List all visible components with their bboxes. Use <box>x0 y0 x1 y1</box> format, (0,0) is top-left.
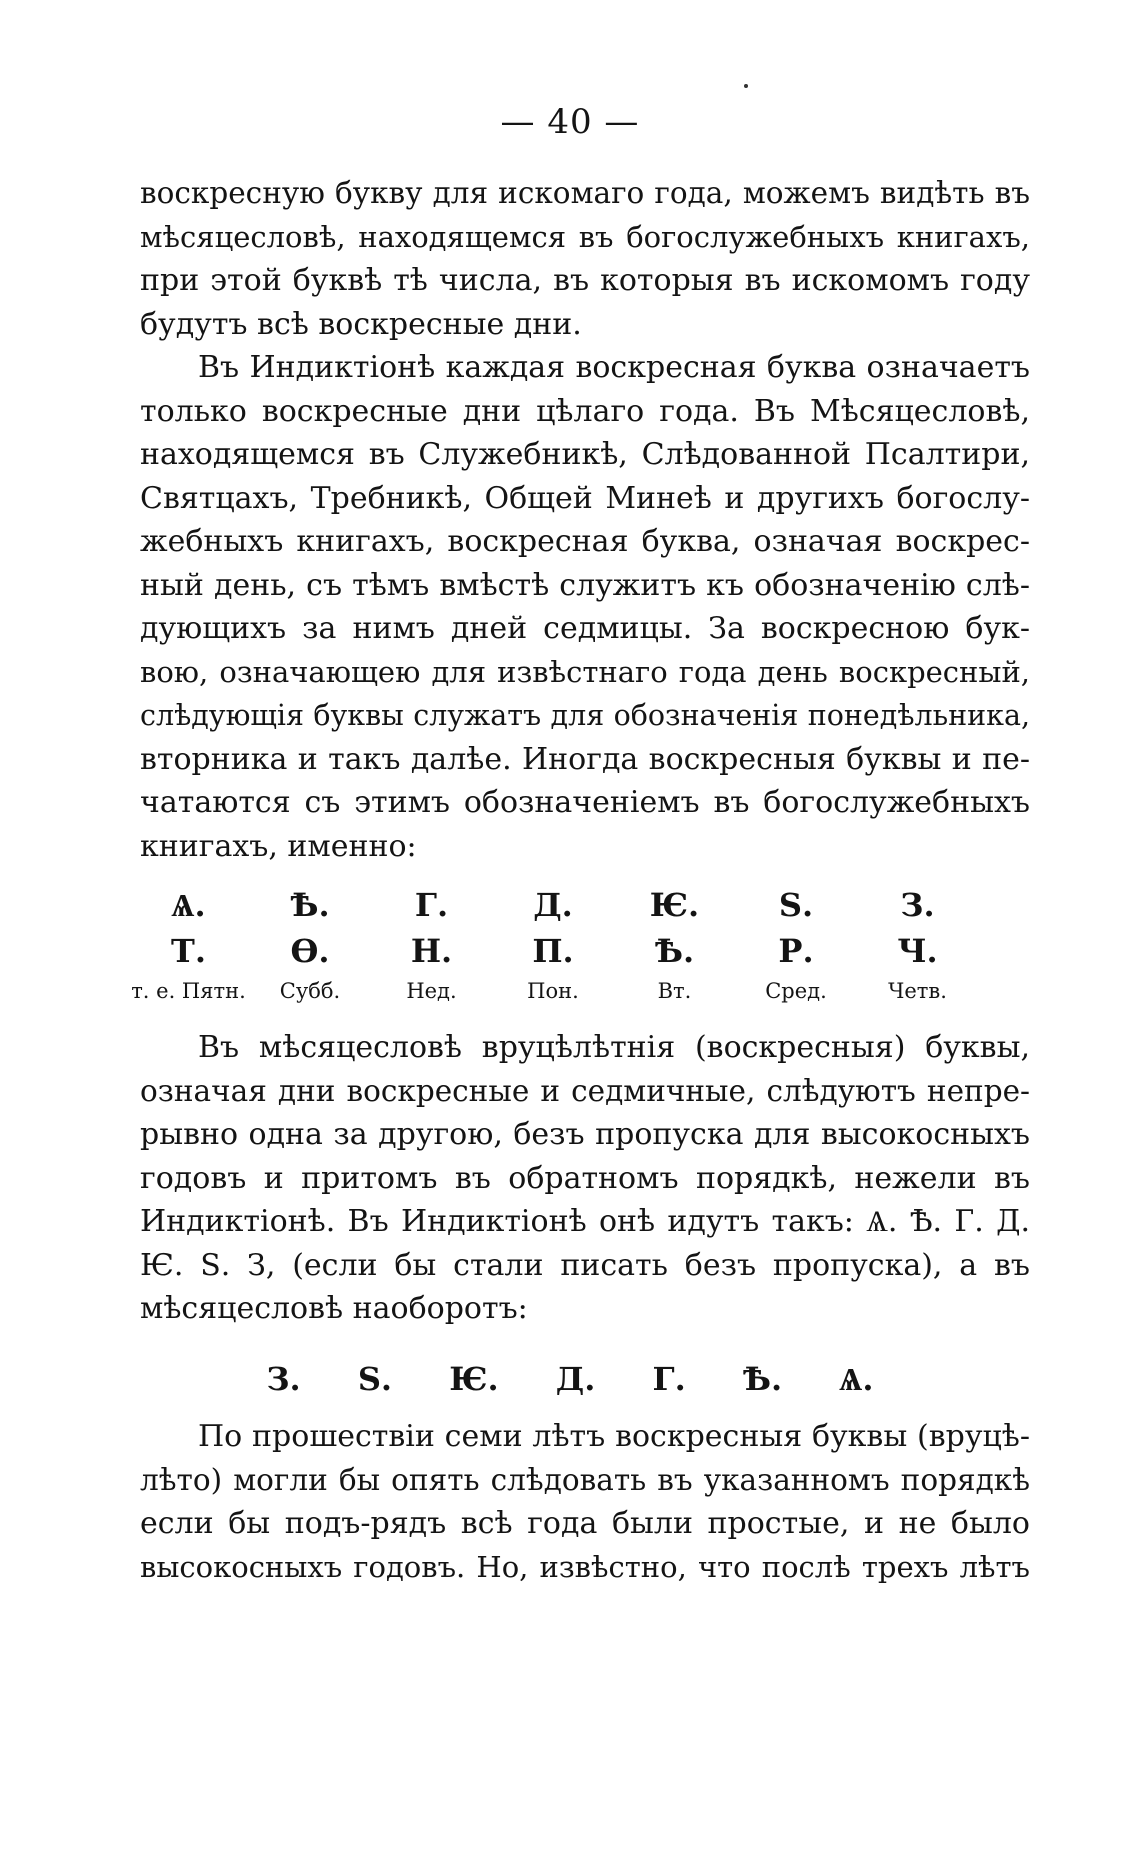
sequence-letter: З. <box>266 1360 301 1398</box>
table-row-letters <box>128 882 978 928</box>
text-line: если бы подъ-рядъ всѣ года были простые, и не было <box>140 1506 1030 1541</box>
text-line: лѣто) могли бы опять слѣдовать въ указанномъ порядкѣ <box>140 1462 1030 1497</box>
table-cell: Д. <box>533 886 573 924</box>
text-line: вторника и такъ далѣе. Иногда воскресныя буквы и пе- <box>140 741 1030 777</box>
table-cell: Четв. <box>888 979 947 1003</box>
text-line: ный день, съ тѣмъ вмѣстѣ служитъ къ обозначенію слѣ- <box>140 567 1030 603</box>
text-line: чатаются съ этимъ обозначеніемъ въ богослужебныхъ <box>140 785 1030 820</box>
table-cell: З. <box>900 886 935 924</box>
paragraph-4 <box>140 1415 1030 1589</box>
table-cell: Пон. <box>527 979 579 1003</box>
sequence-letter: Г. <box>652 1360 686 1398</box>
table-cell: Сред. <box>765 979 827 1003</box>
text-line: воскресную букву для искомаго года, можемъ видѣть въ <box>140 176 1030 210</box>
table-cell: Вт. <box>657 979 692 1003</box>
table-cell: Ѕ. <box>778 886 814 924</box>
text-line: только воскресные дни цѣлаго года. Въ Мѣсяцесловѣ, <box>140 393 1030 429</box>
table-cell: Ѧ. <box>171 886 206 924</box>
sequence-letter: Ѕ. <box>357 1360 393 1398</box>
text-line: при этой буквѣ тѣ числа, въ которыя въ искомомъ году <box>140 263 1030 298</box>
text-line: Ѥ. Ѕ. З, (если бы стали писать безъ пропуска), а въ <box>140 1247 1030 1283</box>
text-line: жебныхъ книгахъ, воскресная буква, означая воскрес- <box>140 524 1030 559</box>
text-line: находящемся въ Служебникѣ, Слѣдованной Псалтири, <box>140 437 1030 472</box>
text-line: вою, означающею для извѣстнаго года день воскресный, <box>140 654 1030 689</box>
paragraph-2 <box>140 346 1030 868</box>
sequence-letter: Ѧ. <box>839 1360 874 1398</box>
text-line: мѣсяцесловѣ наоборотъ: <box>140 1291 528 1326</box>
table-cell: Р. <box>778 932 814 970</box>
table-cell: Ѥ. <box>649 886 700 924</box>
text-line: рывно одна за другою, безъ пропуска для высокосныхъ <box>140 1117 1030 1152</box>
text-line: мѣсяцесловѣ, находящемся въ богослужебныхъ книгахъ, <box>140 219 1030 254</box>
table-cell: Нед. <box>406 979 457 1003</box>
table-cell: Т. <box>171 932 206 970</box>
text-line: годовъ и притомъ въ обратномъ порядкѣ, нежели въ <box>140 1160 1030 1196</box>
table-cell: Г. <box>414 886 449 924</box>
paragraph-3 <box>140 1026 1030 1331</box>
paragraph-1 <box>140 172 1030 346</box>
text-line: Святцахъ, Требникѣ, Общей Минеѣ и другихъ богослу- <box>140 480 1030 516</box>
table-cell: Ѣ. <box>654 932 695 970</box>
page-number: — 40 — <box>500 102 640 142</box>
sunday-letters-table <box>128 882 978 1008</box>
table-cell: Ч. <box>897 932 938 970</box>
table-cell: т. е. Пятн. <box>131 979 246 1003</box>
text-line: Индиктіонѣ. Въ Индиктіонѣ онѣ идутъ такъ: Ѧ. Ѣ. Г. Д. <box>140 1204 1030 1239</box>
text-line: слѣдующія буквы служатъ для обозначенія понедѣльника, <box>140 699 1030 732</box>
text-line: Въ Индиктіонѣ каждая воскресная буква означаетъ <box>198 350 1030 385</box>
text-line: книгахъ, именно: <box>140 828 417 864</box>
table-cell: Ѳ. <box>290 932 330 970</box>
text-line: высокосныхъ годовъ. Но, извѣстно, что послѣ трехъ лѣтъ <box>140 1549 1030 1584</box>
sequence-letter: Ѥ. <box>449 1360 499 1398</box>
table-row-days <box>128 974 978 1008</box>
text-line: По прошествіи семи лѣтъ воскресныя буквы (вруцѣ- <box>198 1419 1030 1454</box>
table-row-letters-2 <box>128 928 978 974</box>
table-cell: Субб. <box>279 979 341 1003</box>
ink-speck <box>744 84 748 88</box>
text-line: означая дни воскресные и седмичные, слѣдуютъ непре- <box>140 1073 1030 1108</box>
reverse-letter-sequence <box>0 1360 1140 1398</box>
table-cell: Ѣ. <box>290 886 330 924</box>
text-line: Въ мѣсяцесловѣ вруцѣлѣтнія (воскресныя) буквы, <box>198 1030 1030 1065</box>
sequence-letter: Ѣ. <box>742 1360 783 1398</box>
text-line: дующихъ за нимъ дней седмицы. За воскресною бук- <box>140 611 1030 646</box>
table-cell: П. <box>532 932 574 970</box>
text-line: будутъ всѣ воскресные дни. <box>140 306 582 342</box>
sequence-letter: Д. <box>555 1360 596 1398</box>
table-cell: Н. <box>410 932 453 970</box>
